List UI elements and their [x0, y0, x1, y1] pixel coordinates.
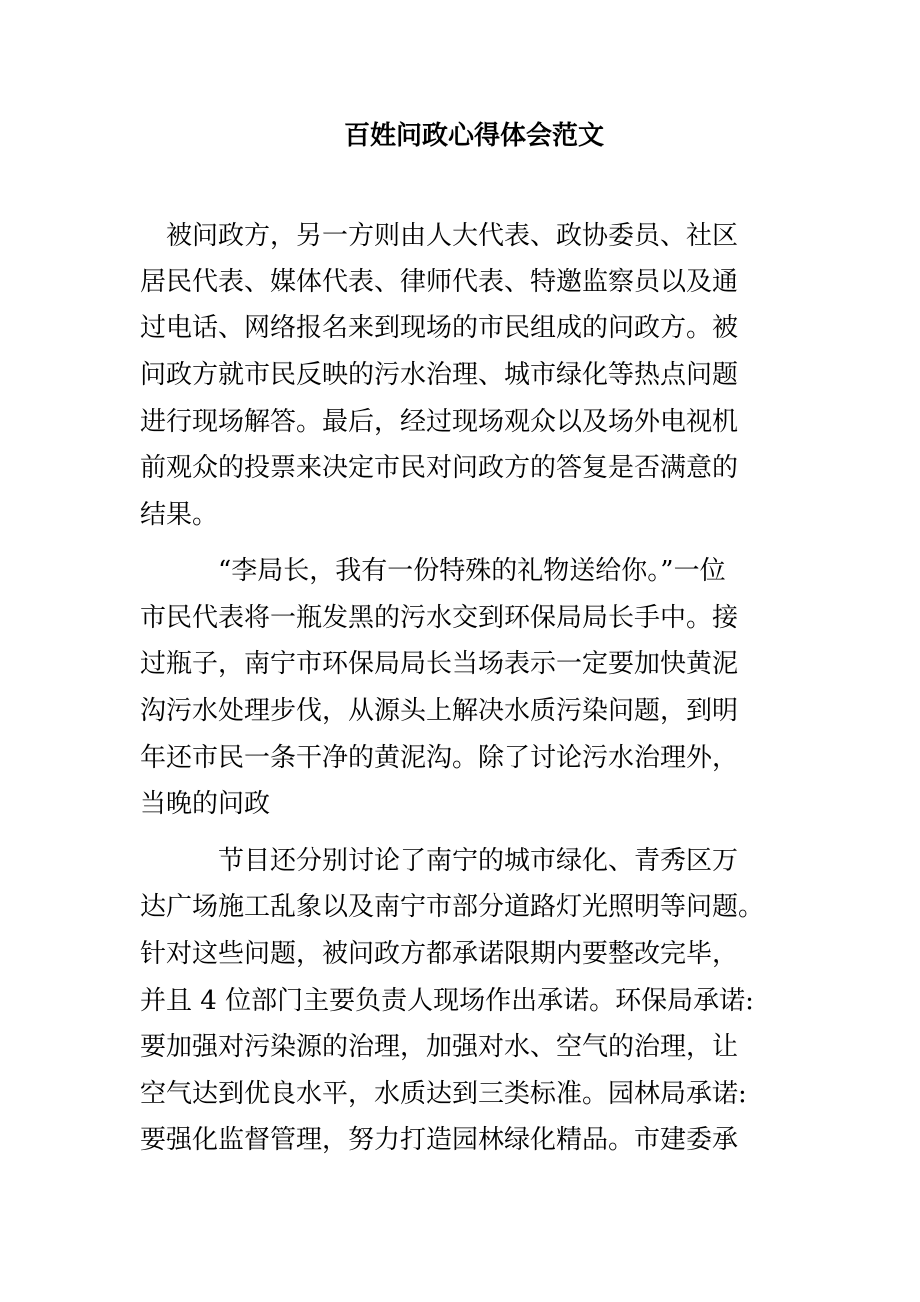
body-line: 要强化监督管理，努力打造园林绿化精品。市建委承 — [140, 1125, 739, 1155]
body-line: 进行现场解答。最后，经过现场观众以及场外电视机 — [140, 407, 739, 437]
body-line: 过电话、网络报名来到现场的市民组成的问政方。被 — [140, 313, 739, 343]
body-line: 问政方就市民反映的污水治理、城市绿化等热点问题 — [140, 360, 739, 390]
body-line: 空气达到优良水平，水质达到三类标准。园林局承诺: — [140, 1079, 747, 1109]
body-line: 并且 4 位部门主要负责人现场作出承诺。环保局承诺: — [140, 986, 754, 1016]
body-line: 被问政方，另一方则由人大代表、政协委员、社区 — [140, 221, 739, 251]
body-line: 要加强对污染源的治理，加强对水、空气的治理，让 — [140, 1032, 739, 1062]
body-line: 市民代表将一瓶发黑的污水交到环保局局长手中。接 — [140, 603, 739, 633]
body-line: “李局长，我有一份特殊的礼物送给你。”一位 — [140, 556, 726, 586]
body-line: 达广场施工乱象以及南宁市部分道路灯光照明等问题。 — [140, 892, 765, 922]
document-title: 百姓问政心得体会范文 — [343, 121, 604, 151]
body-line: 前观众的投票来决定市民对问政方的答复是否满意的 — [140, 453, 739, 483]
body-line: 沟污水处理步伐，从源头上解决水质污染问题，到明 — [140, 696, 739, 726]
body-line: 针对这些问题，被问政方都承诺限期内要整改完毕， — [140, 939, 739, 969]
body-line: 结果。 — [140, 500, 219, 530]
body-line: 年还市民一条干净的黄泥沟。除了讨论污水治理外， — [140, 743, 739, 773]
body-line: 当晚的问政 — [140, 789, 271, 819]
body-line: 节目还分别讨论了南宁的城市绿化、青秀区万 — [140, 846, 739, 876]
body-line: 居民代表、媒体代表、律师代表、特邀监察员以及通 — [140, 267, 739, 297]
body-line: 过瓶子，南宁市环保局局长当场表示一定要加快黄泥 — [140, 649, 739, 679]
